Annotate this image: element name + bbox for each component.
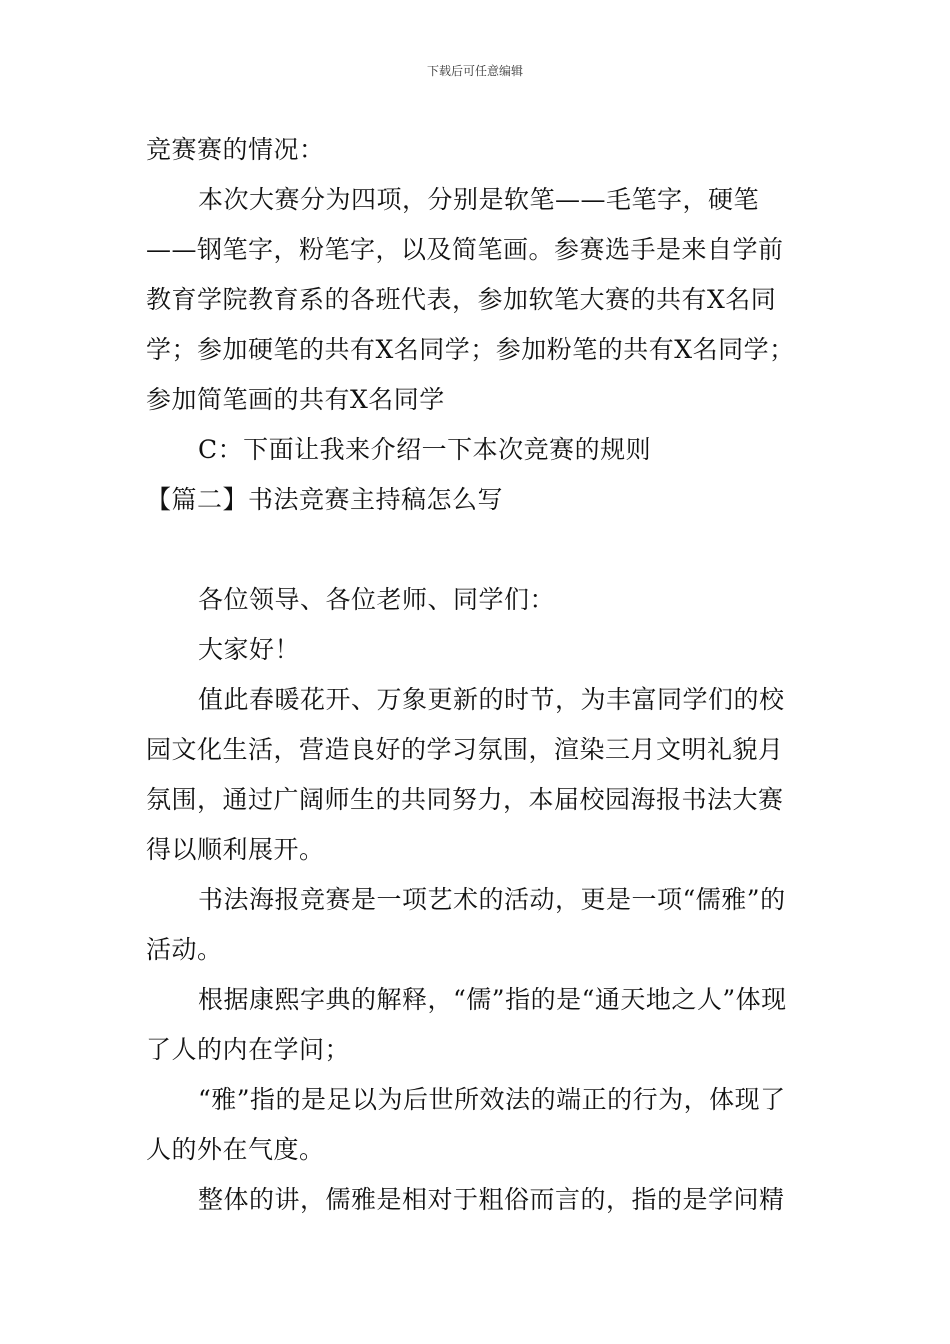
paragraph-greeting: 大家好！ [198,635,301,664]
page-header: 下载后可任意编辑 [426,64,523,78]
section-heading: 【篇二】书法竞赛主持稿怎么写 [146,485,504,514]
paragraph-ya-definition: “雅”指的是足以为后世所效法的端正的行为，体现了人的外在气度。 [146,1085,786,1164]
paragraph-rules-intro: C：下面让我来介绍一下本次竞赛的规则 [198,435,652,464]
paragraph-ru-definition: 根据康熙字典的解释，“儒”指的是“通天地之人”体现了人的内在学问； [146,985,787,1064]
blank-line [146,525,806,575]
paragraph-competition-status: 竞赛赛的情况： [146,135,325,164]
paragraph-categories: 本次大赛分为四项，分别是软笔——毛笔字，硬笔——钢笔字，粉笔字，以及简笔画。参赛选手是来自学前教育学院教育系的各班代表，参加软笔大赛的共有X名同学；参加硬笔的共有X名同学；参加粉笔的共有X名同学；参加简笔画的共有X名同学 [146,185,795,414]
document-body [146,125,806,1225]
paragraph-art-activity: 书法海报竞赛是一项艺术的活动，更是一项“儒雅”的活动。 [146,885,786,964]
paragraph-opening: 值此春暖花开、万象更新的时节，为丰富同学们的校园文化生活，营造良好的学习氛围，渲染三月文明礼貌月氛围，通过广阔师生的共同努力，本届校园海报书法大赛得以顺利展开。 [146,685,785,864]
paragraph-salutation: 各位领导、各位老师、同学们： [198,585,556,614]
paragraph-summary: 整体的讲，儒雅是相对于粗俗而言的，指的是学问精 [198,1185,785,1214]
